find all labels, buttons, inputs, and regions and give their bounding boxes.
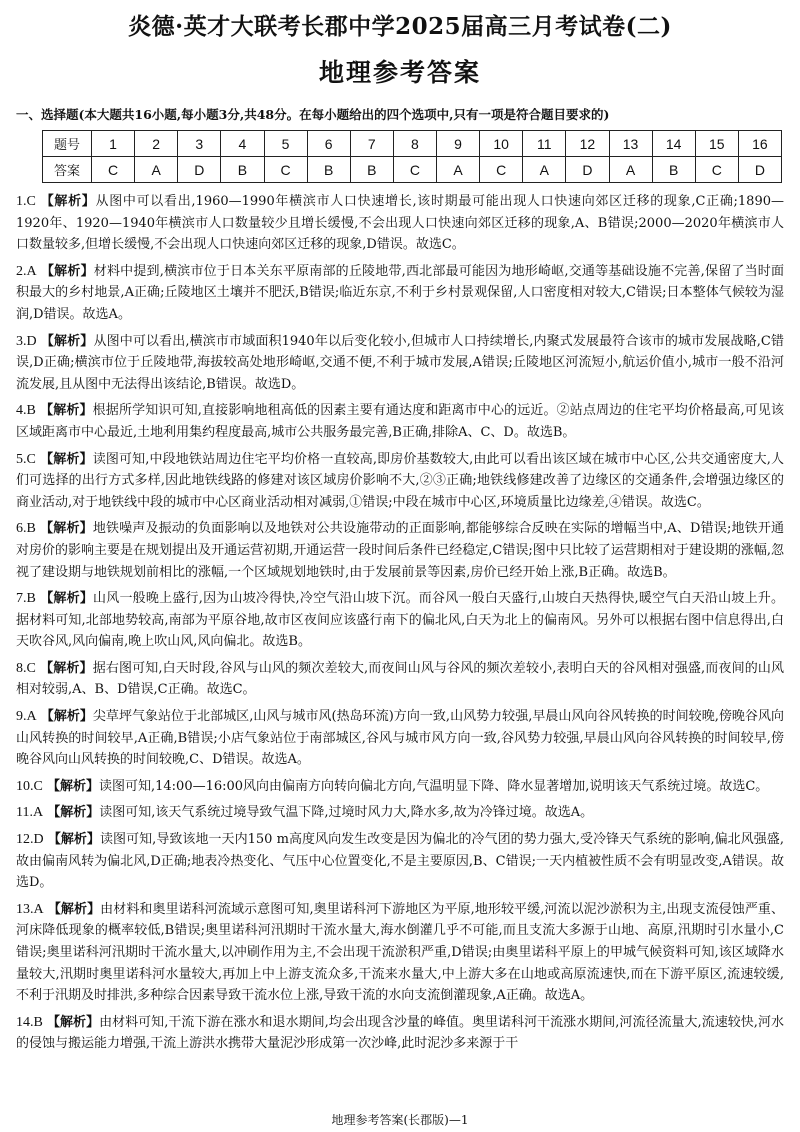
item-text: 尖草坪气象站位于北部城区,山风与城市风(热岛环流)方向一致,山风势力较强,早晨山风向谷风转换的时间较晚,傍晚谷风向山风转换的时间较早,A正确,B错误;小店气象站位于南部城区,谷风与城市风方向一致,谷风势力较强,早晨山风向谷风转换的时间较早,傍晚谷风向山风转换的时间较晚,C、D错误。故选A。 — [16, 709, 784, 768]
question-number-cell: 7 — [350, 131, 393, 157]
item-number: 8.C — [16, 660, 36, 676]
answer-key-title: 地理参考答案 — [318, 58, 481, 87]
item-number: 6.B — [16, 521, 36, 537]
explanation-item — [16, 776, 784, 798]
item-number: 2.A — [16, 263, 37, 279]
answer-row — [43, 157, 782, 183]
question-number-cell: 13 — [609, 131, 652, 157]
item-number: 14.B — [16, 1014, 43, 1030]
analysis-tag: 【解析】 — [46, 778, 99, 794]
answer-cell: B — [350, 157, 393, 183]
explanation-list — [16, 191, 784, 1055]
item-number: 3.D — [16, 333, 37, 349]
question-number-cell: 9 — [437, 131, 480, 157]
explanation-item — [16, 588, 784, 653]
analysis-tag: 【解析】 — [40, 263, 94, 279]
item-text: 据右图可知,白天时段,谷风与山风的频次差较大,而夜间山风与谷风的频次差较小,表明白天的谷风相对强盛,而夜间的山风相对较弱,A、B、D错误,C正确。故选C。 — [16, 660, 784, 698]
answer-cell: A — [437, 157, 480, 183]
answer-cell: C — [393, 157, 436, 183]
analysis-tag: 【解析】 — [40, 403, 93, 419]
question-number-cell: 6 — [307, 131, 350, 157]
item-number: 11.A — [16, 805, 44, 821]
item-number: 7.B — [16, 591, 36, 607]
answer-cell: D — [566, 157, 609, 183]
question-number-cell: 3 — [178, 131, 221, 157]
question-number-cell: 11 — [523, 131, 566, 157]
item-text: 山风一般晚上盛行,因为山坡冷得快,冷空气沿山坡下沉。而谷风一般白天盛行,山坡白天热得快,暖空气白天沿山坡上升。据材料可知,北部地势较高,南部为平原谷地,故市区夜间应该盛行南下的偏北风,白天为北上的偏南风。另外可以根据右图中信息得出,白天吹谷风,风向偏南,晚上吹山风,风向偏北。故选B。 — [16, 591, 784, 650]
item-text: 读图可知,导致该地一天内150 m高度风向发生改变是因为偏北的冷气团的势力强大,受冷锋天气系统的影响,偏北风强盛,故由偏南风转为偏北风,D正确;地表冷热变化、气压中心位置变化,不是主要原因,B、C错误;一天内植被性质不会有明显改变,A错误。故选D。 — [16, 832, 784, 891]
answer-cell: D — [178, 157, 221, 183]
question-number-cell: 1 — [92, 131, 135, 157]
question-number-cell: 15 — [695, 131, 738, 157]
explanation-item — [16, 191, 784, 256]
item-text: 由材料和奥里诺科河流域示意图可知,奥里诺科河下游地区为平原,地形较平缓,河流以泥沙淤积为主,出现支流侵蚀严重、河床降低现象的概率较低,B错误;奥里诺科河汛期时干流水量大,海水倒灌几乎不可能,而且支流大多源于山地、高原,汛期时引水量小,C错误;奥里诺科河汛期时干流水量大,以冲刷作用为主,不会出现干流淤积严重,D错误;由奥里诺科平原上的甲城气候资料可知,该区域降水量较大,汛期时奥里诺科河水量较大,再加上中上游支流众多,干流来水量大,中上游大多在山地或高原流速快,而在下游平原区,流速较缓,不利于汛期及时排洪,多种综合因素导致干流水位上涨,导致干流的水向支流倒灌现象,A正确。故选A。 — [16, 901, 784, 1004]
analysis-tag: 【解析】 — [47, 901, 101, 917]
explanation-item — [16, 331, 784, 396]
analysis-tag: 【解析】 — [40, 333, 94, 349]
analysis-tag: 【解析】 — [40, 660, 93, 676]
answer-cell: C — [695, 157, 738, 183]
item-text: 地铁噪声及振动的负面影响以及地铁对公共设施带动的正面影响,都能够综合反映在实际的增幅当中,A、D错误;地铁开通对房价的影响主要是在规划提出及开通运营初期,开通运营一段时间后条件已经稳定,C错误;图中只比较了运营期相对于建设期的涨幅,忽视了建设期与地铁规划前相比的涨幅,一个区域规划地铁时,由于发展前景等因素,房价已经开始上涨,B正确。故选B。 — [16, 521, 784, 580]
analysis-tag: 【解析】 — [47, 805, 100, 821]
question-number-cell: 14 — [652, 131, 695, 157]
item-number: 9.A — [16, 709, 37, 725]
analysis-tag: 【解析】 — [40, 451, 93, 467]
analysis-tag: 【解析】 — [47, 832, 100, 848]
item-number: 12.D — [16, 832, 44, 848]
answer-table — [42, 130, 782, 183]
row-label-answer: 答案 — [43, 157, 92, 183]
explanation-item — [16, 829, 784, 894]
explanation-item — [16, 1012, 784, 1055]
explanation-item — [16, 706, 784, 771]
question-number-cell: 12 — [566, 131, 609, 157]
answer-cell: A — [135, 157, 178, 183]
explanation-item — [16, 400, 784, 443]
explanation-item — [16, 802, 784, 824]
explanation-item — [16, 518, 784, 583]
item-text: 读图可知,该天气系统过境导致气温下降,过境时风力大,降水多,故为冷锋过境。故选A。 — [99, 805, 594, 821]
question-number-cell: 8 — [393, 131, 436, 157]
answer-cell: B — [307, 157, 350, 183]
question-number-row — [43, 131, 782, 157]
question-number-cell: 4 — [221, 131, 264, 157]
answer-cell: A — [523, 157, 566, 183]
item-text: 由材料可知,干流下游在涨水和退水期间,均会出现含沙量的峰值。奥里诺科河干流涨水期间,河流径流量大,流速较快,河水的侵蚀与搬运能力增强,干流上游洪水携带大量泥沙形成第一次沙峰,此时泥沙多来源于干 — [16, 1014, 784, 1052]
answer-cell: D — [738, 157, 781, 183]
item-text: 从图中可以看出,1960—1990年横滨市人口快速增长,该时期最可能出现人口快速向郊区迁移的现象,C正确;1890—1920年、1920—1940年横滨市人口数量较少且增长缓慢,不会出现人口快速向郊区迁移的现象,A、B错误;2000—2020年横滨市人口数量较多,但增长缓慢,不会出现人口快速向郊区迁移的现象,D错误。故选C。 — [16, 194, 784, 253]
item-number: 10.C — [16, 778, 43, 794]
page-footer: 地理参考答案(长郡版)—1 — [331, 1113, 469, 1127]
item-number: 5.C — [16, 451, 36, 467]
row-label-question: 题号 — [43, 131, 92, 157]
question-number-cell: 16 — [738, 131, 781, 157]
question-number-cell: 2 — [135, 131, 178, 157]
item-text: 从图中可以看出,横滨市市域面积1940年以后变化较小,但城市人口持续增长,内聚式发展最符合该市的城市发展战略,C错误,D正确;横滨市位于丘陵地带,海拔较高处地形崎岖,交通不便,不利于城市发展,A错误;丘陵地区河流短小,航运价值小,城市一般不沿河流发展,且从图中无法得出该结论,B错误。故选D。 — [16, 333, 784, 392]
question-number-cell: 10 — [480, 131, 523, 157]
answer-cell: B — [221, 157, 264, 183]
item-number: 1.C — [16, 194, 36, 209]
item-text: 根据所学知识可知,直接影响地租高低的因素主要有通达度和距离市中心的远近。②站点周边的住宅平均价格最高,可见该区域距离市中心最近,土地利用集约程度最高,城市公共服务最完善,B正确,排除A、C、D。故选B。 — [16, 403, 785, 440]
answer-cell: C — [264, 157, 307, 183]
analysis-tag: 【解析】 — [40, 194, 96, 209]
exam-header-title: 炎德·英才大联考长郡中学2025届高三月考试卷(二) — [128, 13, 672, 40]
item-text: 读图可知,中段地铁站周边住宅平均价格一直较高,即房价基数较大,由此可以看出该区域在城市中心区,公共交通密度大,人们可选择的出行方式多样,因此地铁线路的修建对该区域房价影响不大,②③正确;地铁线修建改善了边缘区的交通条件,会增强边缘区的商业活动,对于地铁线中段的城市中心区商业活动相对减弱,①错误;中段在城市中心区,环境质量比边缘差,④错误。故选C。 — [16, 451, 784, 510]
explanation-item — [16, 449, 784, 514]
answer-cell: C — [480, 157, 523, 183]
analysis-tag: 【解析】 — [47, 1014, 100, 1030]
explanation-item — [16, 658, 784, 701]
answer-cell: A — [609, 157, 652, 183]
section-heading: 一、选择题(本大题共16小题,每小题3分,共48分。在每小题给出的四个选项中,只有一项是符合题目要求的) — [16, 107, 610, 122]
explanation-item — [16, 899, 784, 1007]
answer-cell: B — [652, 157, 695, 183]
analysis-tag: 【解析】 — [40, 521, 93, 537]
item-number: 13.A — [16, 901, 44, 917]
analysis-tag: 【解析】 — [40, 591, 94, 607]
answer-cell: C — [92, 157, 135, 183]
item-text: 读图可知,14:00—16:00风向由偏南方向转向偏北方向,气温明显下降、降水显著增加,说明该天气系统过境。故选C。 — [99, 778, 769, 794]
analysis-tag: 【解析】 — [40, 709, 93, 725]
explanation-item — [16, 261, 784, 326]
item-number: 4.B — [16, 403, 36, 419]
question-number-cell: 5 — [264, 131, 307, 157]
item-text: 材料中提到,横滨市位于日本关东平原南部的丘陵地带,西北部最可能因为地形崎岖,交通等基础设施不完善,保留了当时面积最大的乡村地景,A正确;丘陵地区土壤并不肥沃,B错误;临近东京,不利于乡村景观保留,人口密度相对较大,C错误;日本整体气候较为湿润,D错误。故选A。 — [16, 263, 784, 322]
